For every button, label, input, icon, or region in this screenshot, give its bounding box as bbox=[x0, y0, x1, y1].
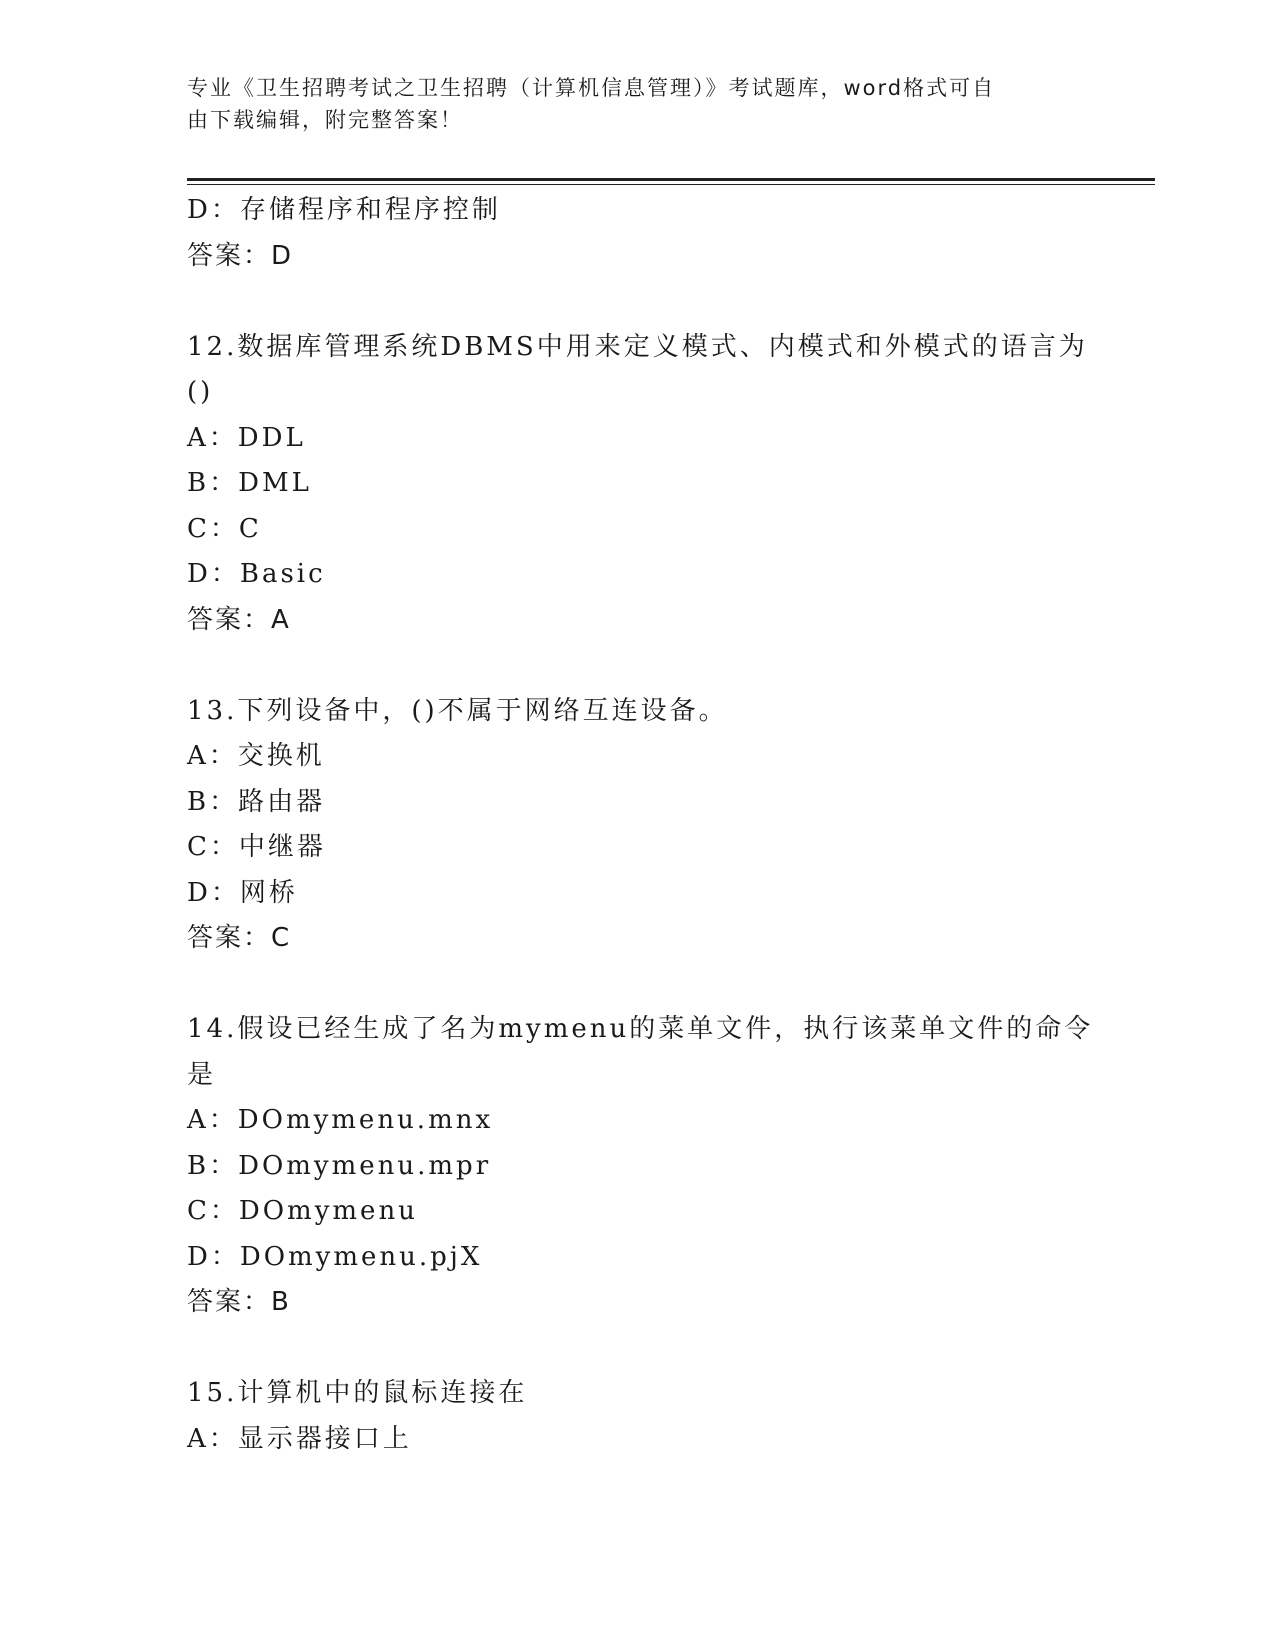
question-stem: 12.数据库管理系统DBMS中用来定义模式、内模式和外模式的语言为 bbox=[187, 331, 1088, 362]
question-13 bbox=[187, 689, 1087, 962]
header-line-1: 专业《卫生招聘考试之卫生招聘（计算机信息管理）》考试题库，word格式可自 bbox=[187, 76, 996, 100]
question-stem-continued: 是 bbox=[187, 1059, 217, 1090]
option-d: D：存储程序和程序控制 bbox=[187, 195, 501, 225]
question-12 bbox=[187, 325, 1087, 644]
header-rule-thin bbox=[187, 184, 1155, 185]
option-d: D：网桥 bbox=[187, 877, 298, 908]
question-stem: 14.假设已经生成了名为mymenu的菜单文件，执行该菜单文件的命令 bbox=[187, 1014, 1094, 1044]
question-14 bbox=[187, 1007, 1094, 1326]
answer-line: 答案：D bbox=[187, 240, 294, 271]
option-a: A：交换机 bbox=[187, 741, 325, 771]
document-header bbox=[187, 72, 1067, 136]
option-b: B：DOmymenu.mpr bbox=[187, 1150, 492, 1181]
header-rule-thick bbox=[187, 178, 1155, 181]
answer-line: 答案：B bbox=[187, 1287, 291, 1317]
option-d: D：DOmymenu.pjX bbox=[187, 1241, 483, 1272]
previous-question-tail bbox=[187, 188, 1087, 279]
option-d: D：Basic bbox=[187, 559, 326, 589]
option-a: A：DDL bbox=[187, 422, 306, 453]
question-stem: 15.计算机中的鼠标连接在 bbox=[187, 1378, 528, 1408]
answer-line: 答案：A bbox=[187, 604, 291, 635]
header-line-2: 由下载编辑，附完整答案！ bbox=[187, 108, 463, 132]
option-b: B：路由器 bbox=[187, 786, 326, 817]
option-a: A：DOmymenu.mnx bbox=[187, 1105, 494, 1135]
question-15 bbox=[187, 1371, 1087, 1462]
answer-line: 答案：C bbox=[187, 923, 292, 953]
option-c: C：中继器 bbox=[187, 832, 326, 862]
question-list bbox=[187, 188, 1094, 1462]
question-stem-continued: () bbox=[187, 377, 214, 407]
option-b: B：DML bbox=[187, 468, 312, 498]
option-c: C：C bbox=[187, 513, 262, 544]
question-stem: 13.下列设备中，()不属于网络互连设备。 bbox=[187, 695, 728, 726]
option-a: A：显示器接口上 bbox=[187, 1423, 412, 1454]
option-c: C：DOmymenu bbox=[187, 1196, 418, 1226]
